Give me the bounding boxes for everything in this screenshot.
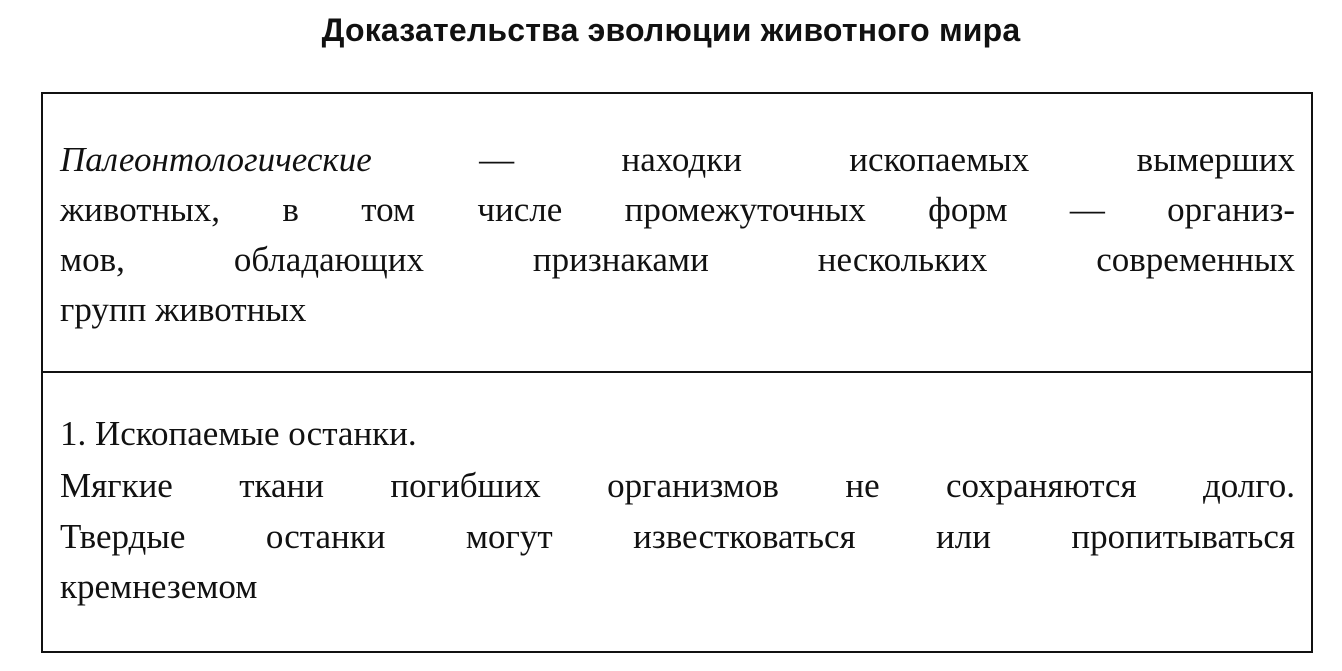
definition-line-2: животных, в том числе промежуточных форм — организ-: [60, 190, 1295, 229]
fossil-heading: 1. Ископаемые останки.: [60, 414, 417, 453]
definition-line-1: [60, 135, 1295, 185]
evidence-table: [41, 92, 1313, 653]
page-title: Доказательства эволюции животного мира: [321, 12, 1021, 48]
definition-line-4: групп животных: [60, 290, 307, 329]
fossil-remains-cell: [43, 373, 1311, 651]
fossil-line-1: Мягкие ткани погибших организмов не сохраняются долго.: [60, 466, 1295, 505]
fossil-line-3: кремнеземом: [60, 567, 258, 606]
paleontological-definition-cell: [43, 94, 1311, 373]
definition-line-3: мов, обладающих признаками нескольких современных: [60, 240, 1295, 279]
definition-line-1-text: — находки ископаемых вымерших: [371, 140, 1295, 179]
term-paleontological: Палеонтологические: [60, 140, 372, 179]
fossil-line-2: Твердые останки могут известковаться или пропитываться: [60, 517, 1295, 556]
